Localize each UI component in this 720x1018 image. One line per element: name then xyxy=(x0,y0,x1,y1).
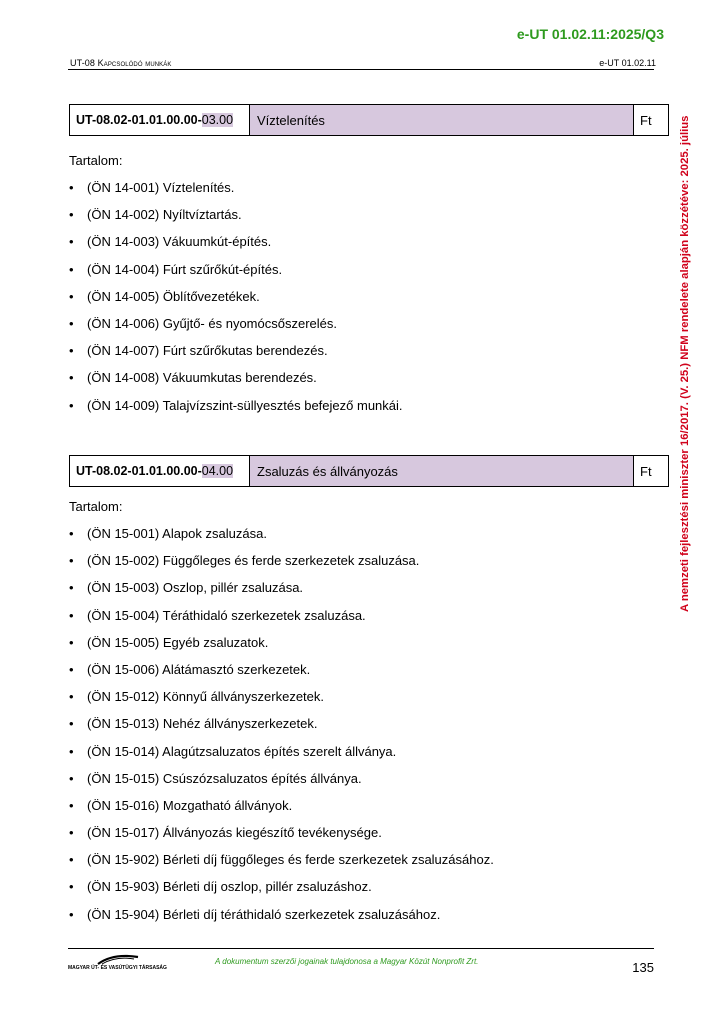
bullet-icon: • xyxy=(69,288,74,304)
list-item-text: (ÖN 15-012) Könnyű állványszerkezetek. xyxy=(87,689,325,705)
list-item xyxy=(69,744,494,771)
logo-mark-icon xyxy=(68,953,168,965)
header-chapter-code: UT-08 xyxy=(70,58,98,68)
item-name: Víztelenítés xyxy=(250,105,634,135)
header-chapter-title: Kapcsolódó munkák xyxy=(97,58,172,68)
list-item xyxy=(69,343,403,370)
bullet-icon: • xyxy=(69,634,74,650)
item-code xyxy=(70,105,250,135)
list-item-text: (ÖN 14-006) Gyűjtő- és nyomócsőszerelés. xyxy=(87,315,337,331)
list-item-text: (ÖN 15-016) Mozgatható állványok. xyxy=(87,797,293,813)
list-item xyxy=(69,716,494,743)
list-item-text: (ÖN 15-002) Függőleges és ferde szerkezetek zsaluzása. xyxy=(87,553,420,569)
list-item xyxy=(69,689,494,716)
bullet-icon: • xyxy=(69,580,74,596)
item-table-1 xyxy=(69,104,669,136)
item-unit: Ft xyxy=(640,463,652,479)
bullet-icon: • xyxy=(69,261,74,277)
bullet-icon: • xyxy=(69,743,74,759)
document-code: e-UT 01.02.11:2025/Q3 xyxy=(516,26,664,42)
list-item-text: (ÖN 14-002) Nyíltvíztartás. xyxy=(87,207,242,223)
header-divider xyxy=(68,69,654,70)
list-item-text: (ÖN 14-007) Fúrt szűrőkutas berendezés. xyxy=(87,343,328,359)
item-unit: Ft xyxy=(640,112,652,128)
list-item xyxy=(69,207,403,234)
bullet-icon: • xyxy=(69,689,74,705)
list-item-text: (ÖN 15-003) Oszlop, pillér zsaluzása. xyxy=(87,580,304,596)
list-item-text: (ÖN 15-006) Alátámasztó szerkezetek. xyxy=(87,661,311,677)
running-header-right: e-UT 01.02.11 xyxy=(599,58,656,68)
bullet-icon: • xyxy=(69,207,74,223)
list-item xyxy=(69,608,494,635)
list-item xyxy=(69,180,403,207)
list-item-text: (ÖN 15-903) Bérleti díj oszlop, pillér zsaluzáshoz. xyxy=(87,879,372,895)
bullet-icon: • xyxy=(69,397,74,413)
item-code-suffix: 04.00 xyxy=(201,464,234,478)
list-item xyxy=(69,798,494,825)
content-label: Tartalom: xyxy=(69,153,123,168)
bullet-icon: • xyxy=(69,852,74,868)
item-code-prefix: UT-08.02-01.01.00.00- xyxy=(76,464,202,478)
item-code-suffix: 03.00 xyxy=(201,113,234,127)
list-item-text: (ÖN 15-015) Csúszózsaluzatos építés állványa. xyxy=(87,770,362,786)
content-label: Tartalom: xyxy=(69,499,123,514)
list-item xyxy=(69,262,403,289)
list-item-text: (ÖN 14-008) Vákuumkutas berendezés. xyxy=(87,370,317,386)
list-item-text: (ÖN 14-001) Víztelenítés. xyxy=(87,180,235,195)
list-item xyxy=(69,526,494,553)
content-list-2 xyxy=(69,526,494,934)
content-list-1 xyxy=(69,180,403,425)
list-item xyxy=(69,825,494,852)
list-item-text: (ÖN 15-904) Bérleti díj téráthidaló szerkezetek zsaluzásához. xyxy=(87,906,441,922)
list-item xyxy=(69,771,494,798)
list-item-text: (ÖN 15-014) Alagútzsaluzatos építés szerelt állványa. xyxy=(87,743,397,759)
bullet-icon: • xyxy=(69,343,74,359)
list-item xyxy=(69,553,494,580)
list-item-text: (ÖN 15-013) Nehéz állványszerkezetek. xyxy=(87,716,318,732)
list-item xyxy=(69,907,494,934)
bullet-icon: • xyxy=(69,607,74,623)
list-item xyxy=(69,234,403,261)
bullet-icon: • xyxy=(69,716,74,732)
item-name: Zsaluzás és állványozás xyxy=(250,456,634,486)
bullet-icon: • xyxy=(69,825,74,841)
list-item xyxy=(69,580,494,607)
running-header-left xyxy=(70,58,172,68)
list-item-text: (ÖN 14-003) Vákuumkút-építés. xyxy=(87,234,272,250)
list-item xyxy=(69,879,494,906)
bullet-icon: • xyxy=(69,770,74,786)
list-item-text: (ÖN 15-001) Alapok zsaluzása. xyxy=(87,526,267,541)
list-item-text: (ÖN 15-017) Állványozás kiegészítő tevékenysége. xyxy=(87,825,382,841)
bullet-icon: • xyxy=(69,370,74,386)
list-item-text: (ÖN 15-005) Egyéb zsaluzatok. xyxy=(87,634,269,650)
footer-divider xyxy=(68,948,654,949)
list-item-text: (ÖN 14-004) Fúrt szűrőkút-építés. xyxy=(87,261,283,277)
footer-logo xyxy=(68,953,168,973)
bullet-icon: • xyxy=(69,180,74,195)
list-item-text: (ÖN 14-005) Öblítővezetékek. xyxy=(87,288,260,304)
bullet-icon: • xyxy=(69,906,74,922)
bullet-icon: • xyxy=(69,526,74,541)
list-item xyxy=(69,635,494,662)
page-number: 135 xyxy=(632,960,654,975)
logo-text: MAGYAR ÚT- ÉS VASÚTÜGYI TÁRSASÁG xyxy=(68,965,167,971)
bullet-icon: • xyxy=(69,315,74,331)
list-item xyxy=(69,289,403,316)
list-item xyxy=(69,662,494,689)
list-item xyxy=(69,316,403,343)
bullet-icon: • xyxy=(69,879,74,895)
list-item xyxy=(69,370,403,397)
bullet-icon: • xyxy=(69,797,74,813)
copyright-note: A dokumentum szerzői jogainak tulajdonosa a Magyar Közút Nonprofit Zrt. xyxy=(215,957,479,966)
list-item xyxy=(69,852,494,879)
item-code xyxy=(70,456,250,486)
list-item-text: (ÖN 15-902) Bérleti díj függőleges és ferde szerkezetek zsaluzásához. xyxy=(87,852,494,868)
bullet-icon: • xyxy=(69,661,74,677)
list-item-text: (ÖN 14-009) Talajvízszint-süllyesztés befejező munkái. xyxy=(87,397,403,413)
list-item-text: (ÖN 15-004) Téráthidaló szerkezetek zsaluzása. xyxy=(87,607,366,623)
list-item xyxy=(69,398,403,425)
item-table-2 xyxy=(69,455,669,487)
bullet-icon: • xyxy=(69,553,74,569)
publication-note: A nemzeti fejlesztési miniszter 16/2017. (V. 25.) NFM rendelete alapján közzétéve: 2025. július xyxy=(679,115,691,613)
bullet-icon: • xyxy=(69,234,74,250)
item-code-prefix: UT-08.02-01.01.00.00- xyxy=(76,113,202,127)
